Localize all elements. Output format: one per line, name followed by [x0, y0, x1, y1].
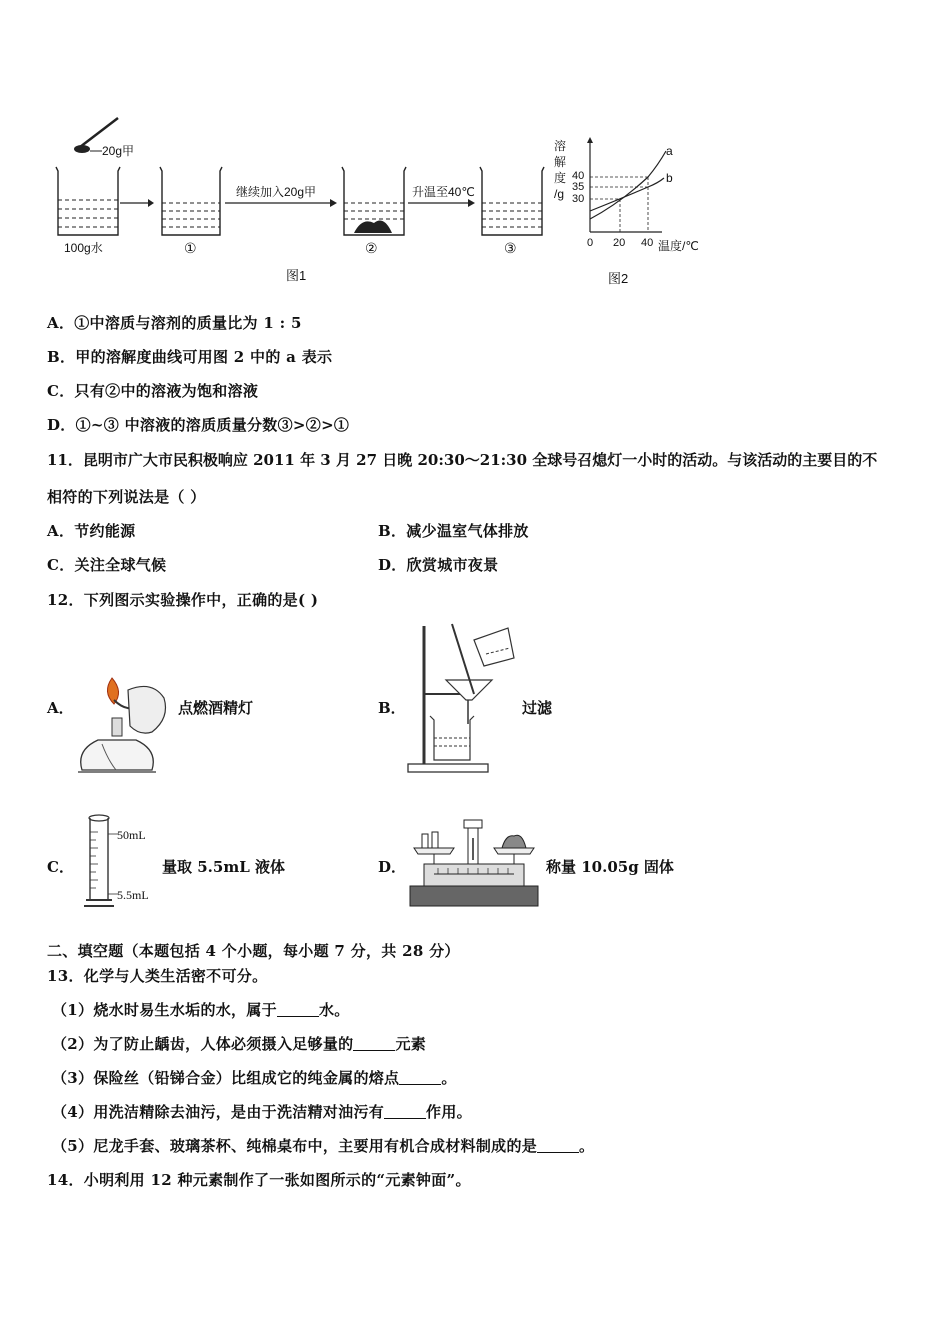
lighting-lamp-icon	[128, 686, 166, 733]
q12-option-c-text: 量取 5.5mL 液体	[162, 858, 285, 876]
beaker-2	[342, 167, 406, 235]
left-pan-icon	[414, 848, 454, 854]
graduated-cylinder-icon	[76, 812, 122, 912]
q13-item-3-text-b: 。	[441, 1069, 457, 1087]
beaker-water	[56, 167, 120, 235]
x-tick-40: 40	[641, 237, 654, 249]
figure-1-caption: 图1	[286, 268, 307, 283]
curve-a	[590, 151, 666, 219]
y-axis-label-3: 度	[554, 171, 567, 185]
beaker-3-label: ③	[504, 240, 517, 256]
q11-option-a: A．节约能源	[47, 522, 136, 540]
figure-2-caption: 图2	[608, 271, 629, 286]
y-axis-label-2: 解	[554, 155, 567, 169]
curve-a-label: a	[666, 144, 673, 158]
q10-option-d: D．①~③ 中溶液的溶质质量分数③>②>①	[47, 416, 350, 434]
q12-option-d-letter: D．	[378, 858, 407, 876]
section-2-title: 二、填空题（本题包括 4 个小题，每小题 7 分，共 28 分）	[47, 942, 460, 960]
answer-blank-5[interactable]	[537, 1138, 579, 1153]
beaker-3	[480, 167, 544, 235]
q13-stem: 13．化学与人类生活密不可分。	[47, 967, 268, 985]
q13-item-2	[52, 1033, 426, 1054]
answer-blank-2[interactable]	[353, 1036, 395, 1051]
water-label: 100g水	[64, 241, 103, 255]
step2-label: 继续加入20g甲	[236, 185, 317, 199]
q13-item-5-text-b: 。	[579, 1137, 595, 1155]
q10-option-b: B．甲的溶解度曲线可用图 2 中的 a 表示	[47, 348, 333, 366]
arrow-3	[408, 199, 475, 207]
q13-item-4-text-a: （4）用洗洁精除去油污，是由于洗洁精对油污有	[52, 1103, 385, 1121]
y-tick-35: 35	[572, 181, 585, 193]
q11-stem-line2: 相符的下列说法是（ ）	[47, 488, 206, 506]
alcohol-lamp-icon	[81, 740, 154, 770]
q11-stem-line1: 11．昆明市广大市民积极响应 2011 年 3 月 27 日晚 20:30～21:30 全球号召熄灯一小时的活动。与该活动的主要目的不	[47, 451, 878, 469]
q13-item-1-text-b: 水。	[318, 1001, 350, 1019]
y-axis-label-4: /g	[554, 187, 565, 201]
filtration-drawing	[404, 620, 520, 776]
right-pan-icon	[494, 848, 534, 854]
pouring-beaker-icon	[474, 628, 514, 666]
x-axis-label: 温度/℃	[658, 239, 699, 253]
y-tick-30: 30	[572, 193, 585, 205]
q13-item-4	[52, 1101, 472, 1122]
q12-option-b-letter: B．	[378, 699, 406, 717]
x-tick-0: 0	[587, 237, 594, 249]
cylinder-mark-bottom: 5.5mL	[117, 888, 149, 902]
q13-item-3	[52, 1067, 457, 1088]
balance-base	[410, 886, 538, 906]
spoon-label: 20g甲	[102, 144, 135, 158]
figure-1	[40, 105, 560, 290]
cylinder-mark-top: 50mL	[117, 828, 146, 842]
q13-item-1	[52, 999, 350, 1020]
figure-2	[550, 135, 720, 290]
arrow-1	[120, 199, 154, 207]
q13-item-4-text-b: 作用。	[426, 1103, 472, 1121]
arrow-2	[225, 199, 337, 207]
q12-stem: 12．下列图示实验操作中，正确的是( )	[47, 591, 319, 609]
q11-option-c: C．关注全球气候	[47, 556, 167, 574]
balance-drawing	[404, 812, 544, 912]
weight-icon	[422, 834, 428, 848]
q13-item-2-text-a: （2）为了防止龋齿，人体必须摄入足够量的	[52, 1035, 354, 1053]
answer-blank-1[interactable]	[277, 1002, 319, 1017]
answer-blank-4[interactable]	[384, 1104, 426, 1119]
beaker-2-label: ②	[365, 240, 378, 256]
beaker-1	[160, 167, 222, 235]
q14-stem: 14．小明利用 12 种元素制作了一张如图所示的“元素钟面”。	[47, 1171, 471, 1189]
step3-label: 升温至40℃	[412, 185, 475, 199]
q13-item-5-text-a: （5）尼龙手套、玻璃茶杯、纯棉桌布中，主要用有机合成材料制成的是	[52, 1137, 538, 1155]
answer-blank-3[interactable]	[399, 1070, 441, 1085]
q11-option-b: B．减少温室气体排放	[378, 522, 529, 540]
q11-option-d: D．欣赏城市夜景	[378, 556, 499, 574]
undissolved-solid	[354, 221, 392, 233]
q13-item-2-text-b: 元素	[395, 1035, 427, 1053]
alcohol-lamp-drawing	[72, 670, 176, 776]
q13-item-3-text-a: （3）保险丝（铅锑合金）比组成它的纯金属的熔点	[52, 1069, 400, 1087]
q10-option-c: C．只有②中的溶液为饱和溶液	[47, 382, 259, 400]
q13-item-1-text-a: （1）烧水时易生水垢的水，属于	[52, 1001, 277, 1019]
q12-option-c-letter: C．	[47, 858, 74, 876]
q12-option-b-text: 过滤	[522, 699, 553, 717]
solid-sample-icon	[502, 835, 526, 848]
q12-option-a-letter: A．	[47, 699, 74, 717]
x-tick-20: 20	[613, 237, 626, 249]
curve-b-label: b	[666, 171, 673, 185]
flame-icon	[107, 678, 118, 704]
y-axis-label-1: 溶	[554, 139, 567, 153]
q12-option-a-text: 点燃酒精灯	[178, 699, 254, 717]
weight-icon	[432, 832, 438, 848]
beaker-1-label: ①	[184, 240, 197, 256]
q12-option-d-text: 称量 10.05g 固体	[546, 858, 674, 876]
y-tick-40: 40	[572, 170, 585, 182]
q13-item-5	[52, 1135, 594, 1156]
q10-option-a: A．①中溶质与溶剂的质量比为 1 : 5	[47, 314, 302, 332]
funnel-icon	[446, 680, 492, 700]
